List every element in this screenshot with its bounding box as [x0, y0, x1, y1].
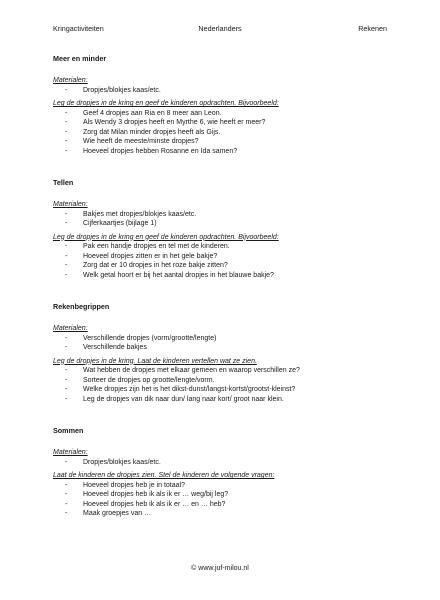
- task-list: [53, 109, 393, 157]
- document-content: [53, 54, 393, 523]
- list-item: - Bakjes met dropjes/blokjes kaas/etc.: [53, 210, 393, 220]
- section-title: Rekenbegrippen: [53, 302, 110, 311]
- list-item: - Wie heeft de meeste/minste dropjes?: [53, 137, 393, 147]
- task-list: [53, 242, 393, 280]
- materials-label: Materialen:: [53, 77, 88, 84]
- list-item: - Verschillende dropjes (vorm/grootte/lengte): [53, 334, 393, 344]
- list-item: - Dropjes/blokjes kaas/etc.: [53, 86, 393, 96]
- list-item: - Sorteer de dropjes op grootte/lengte/vorm.: [53, 376, 393, 386]
- header-middle: Nederlanders: [198, 24, 242, 33]
- section-meer-en-minder: [53, 54, 393, 156]
- list-item: - Hoeveel dropjes heb ik als ik er … en … heb?: [53, 500, 393, 510]
- task-list: [53, 366, 393, 404]
- materials-list: [53, 210, 393, 229]
- list-item: - Welk getal hoort er bij het aantal dropjes in het blauwe bakje?: [53, 271, 393, 281]
- list-item: - Zorg dat Milan minder dropjes heeft als Gijs.: [53, 128, 393, 138]
- list-item: - Cijferkaartjes (bijlage 1): [53, 219, 393, 229]
- materials-list: [53, 458, 393, 468]
- instruction-label: Leg de dropjes in de kring en geef de kinderen opdrachten. Bijvoorbeeld:: [53, 100, 279, 107]
- materials-label: Materialen:: [53, 201, 88, 208]
- materials-list: [53, 334, 393, 353]
- instruction-label: Leg de dropjes in de kring en geef de kinderen opdrachten. Bijvoorbeeld:: [53, 233, 279, 241]
- list-item: - Dropjes/blokjes kaas/etc.: [53, 458, 393, 468]
- section-rekenbegrippen: [53, 302, 393, 404]
- list-item: - Geef 4 dropjes aan Ria en 8 meer aan Leon.: [53, 109, 393, 119]
- materials-label: Materialen:: [53, 325, 88, 332]
- instruction-label: Leg de dropjes in de kring. Laat de kinderen vertellen wat ze zien.: [53, 357, 257, 365]
- page-header: [53, 24, 387, 36]
- list-item: - Hoeveel dropjes heb ik als ik er … weg/bij leg?: [53, 490, 393, 500]
- section-sommen: [53, 426, 393, 519]
- list-item: - Wat hebben de dropjes met elkaar gemeen en waarop verschillen ze?: [53, 366, 393, 376]
- section-title: Tellen: [53, 178, 74, 187]
- instruction-label: Laat de kinderen de dropjes zien. Stel de kinderen de volgende vragen:: [53, 472, 275, 479]
- list-item: - Pak een handje dropjes en tel met de kinderen.: [53, 242, 393, 252]
- header-right: Rekenen: [358, 24, 387, 33]
- list-item: - Hoeveel dropjes hebben Rosanne en Ida samen?: [53, 147, 393, 157]
- page-footer: © www.juf-milou.nl: [191, 565, 249, 572]
- materials-list: [53, 86, 393, 96]
- section-tellen: [53, 178, 393, 280]
- list-item: - Hoeveel dropjes heb je in totaal?: [53, 481, 393, 491]
- list-item: - Welke dropjes zijn het is het dikst-dunst/langst-kortst/grootst-kleinst?: [53, 385, 393, 395]
- task-list: [53, 481, 393, 519]
- section-title: Sommen: [53, 426, 84, 435]
- list-item: - Hoeveel dropjes zitten er in het gele bakje?: [53, 252, 393, 262]
- list-item: - Verschillende bakjes: [53, 343, 393, 353]
- list-item: - Maak groepjes van …: [53, 509, 393, 519]
- list-item: - Als Wendy 3 dropjes heeft en Myrthe 6, wie heeft er meer?: [53, 118, 393, 128]
- list-item: - Zorg dat er 10 dropjes in het roze bakje zitten?: [53, 261, 393, 271]
- header-left: Kringactiviteiten: [53, 24, 104, 33]
- section-title: Meer en minder: [53, 54, 107, 63]
- materials-label: Materialen:: [53, 449, 88, 456]
- list-item: - Leg de dropjes van dik naar dun/ lang naar kort/ groot naar klein.: [53, 395, 393, 405]
